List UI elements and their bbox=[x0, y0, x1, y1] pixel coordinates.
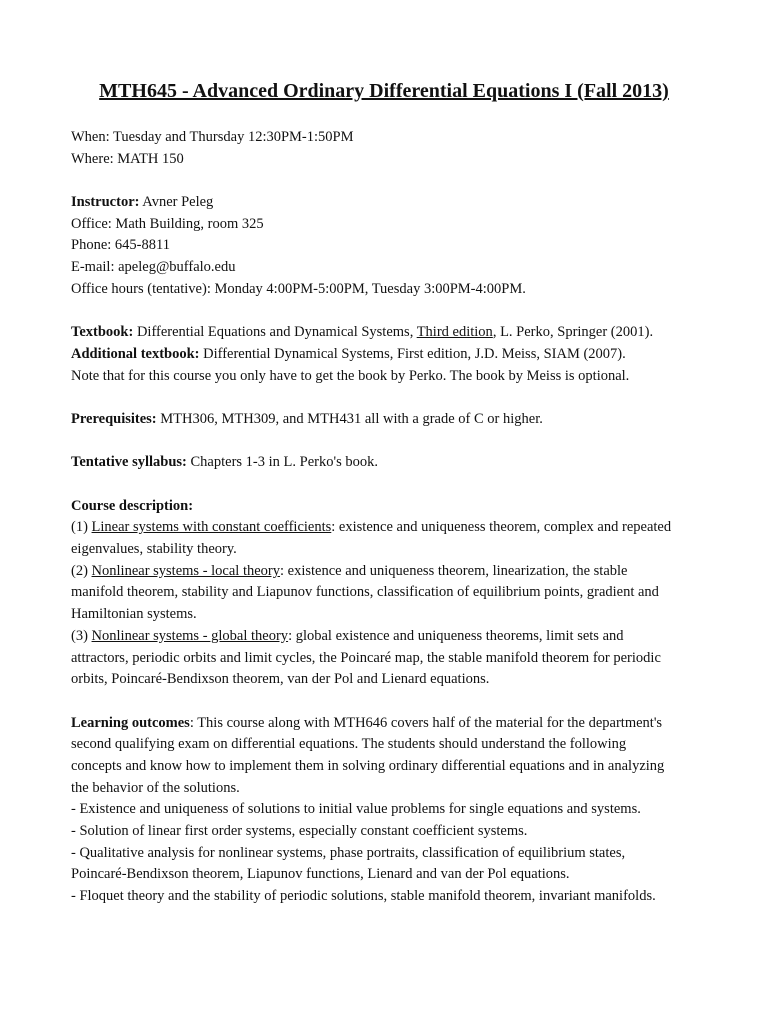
item-number: (3) bbox=[71, 627, 92, 644]
office-line: Office: Math Building, room 325 bbox=[71, 215, 264, 232]
outcome-bullet: - Qualitative analysis for nonlinear systems, phase portraits, classification of equilibrium states, bbox=[71, 844, 626, 861]
description-item-2-cont: Hamiltonian systems. bbox=[71, 606, 197, 623]
description-text: : existence and uniqueness theorem, complex and repeated bbox=[331, 519, 672, 536]
prerequisites-line bbox=[71, 409, 711, 431]
learning-outcomes-label: Learning outcomes bbox=[71, 714, 190, 731]
office-hours-line: Office hours (tentative): Monday 4:00PM-5:00PM, Tuesday 3:00PM-4:00PM. bbox=[71, 280, 526, 297]
phone-line: Phone: 645-8811 bbox=[71, 237, 170, 254]
learning-outcomes-cont: concepts and know how to implement them in solving ordinary differential equations and in analyzing bbox=[71, 757, 665, 774]
where-line: Where: MATH 150 bbox=[71, 150, 184, 167]
item-number: (2) bbox=[71, 562, 92, 579]
email-line: E-mail: apeleg@buffalo.edu bbox=[71, 259, 236, 276]
textbook-label: Textbook: bbox=[71, 324, 134, 341]
prerequisites-value: MTH306, MTH309, and MTH431 all with a grade of C or higher. bbox=[156, 410, 543, 427]
textbook-note: Note that for this course you only have to get the book by Perko. The book by Meiss is optional. bbox=[71, 367, 630, 384]
textbook-publisher: , L. Perko, Springer (2001). bbox=[492, 324, 654, 341]
description-item-3-cont: orbits, Poincaré-Bendixson theorem, van der Pol and Lienard equations. bbox=[71, 671, 490, 688]
when-line: When: Tuesday and Thursday 12:30PM-1:50PM bbox=[71, 129, 354, 145]
instructor-name: Avner Peleg bbox=[139, 194, 214, 211]
learning-outcomes-cont: second qualifying exam on differential equations. The students should understand the following bbox=[71, 736, 627, 753]
syllabus-value: Chapters 1-3 in L. Perko's book. bbox=[186, 454, 378, 471]
outcome-bullet: - Existence and uniqueness of solutions to initial value problems for single equations and systems. bbox=[71, 801, 641, 818]
additional-textbook-line bbox=[71, 344, 711, 366]
page-title: MTH645 - Advanced Ordinary Differential Equations I (Fall 2013) bbox=[99, 80, 669, 102]
prerequisites-label: Prerequisites: bbox=[71, 410, 157, 427]
course-description-heading: Course description: bbox=[71, 497, 194, 514]
description-text: : existence and uniqueness theorem, linearization, the stable bbox=[280, 562, 628, 579]
description-text: : global existence and uniqueness theorems, limit sets and bbox=[288, 627, 624, 644]
learning-outcomes-line bbox=[71, 713, 711, 735]
textbook-edition: Third edition bbox=[416, 324, 493, 341]
outcome-bullet: - Floquet theory and the stability of periodic solutions, stable manifold theorem, invariant manifolds. bbox=[71, 888, 656, 905]
syllabus-label: Tentative syllabus: bbox=[71, 454, 187, 471]
textbook-line bbox=[71, 322, 711, 344]
additional-textbook-label: Additional textbook: bbox=[71, 345, 200, 362]
textbook-title: Differential Equations and Dynamical Systems, bbox=[133, 324, 417, 341]
learning-outcomes-cont: the behavior of the solutions. bbox=[71, 779, 240, 796]
description-item-1 bbox=[71, 517, 711, 539]
instructor-label: Instructor: bbox=[71, 194, 140, 211]
description-topic: Nonlinear systems - local theory bbox=[91, 562, 280, 579]
outcome-bullet: - Solution of linear first order systems, especially constant coefficient systems. bbox=[71, 823, 528, 839]
description-item-2 bbox=[71, 561, 711, 583]
description-item-3-cont: attractors, periodic orbits and limit cycles, the Poincaré map, the stable manifold theorem for periodic bbox=[71, 649, 661, 666]
description-topic: Nonlinear systems - global theory bbox=[91, 627, 289, 644]
syllabus-content bbox=[71, 127, 711, 908]
outcome-bullet-cont: Poincaré-Bendixson theorem, Liapunov functions, Lienard and van der Pol equations. bbox=[71, 866, 570, 883]
instructor-line bbox=[71, 192, 711, 214]
description-item-3 bbox=[71, 626, 711, 648]
additional-textbook-value: Differential Dynamical Systems, First edition, J.D. Meiss, SIAM (2007). bbox=[199, 345, 626, 362]
description-item-2-cont: manifold theorem, stability and Liapunov functions, classification of equilibrium points, gradient and bbox=[71, 584, 659, 601]
description-topic: Linear systems with constant coefficients bbox=[91, 519, 332, 536]
item-number: (1) bbox=[71, 519, 92, 536]
syllabus-line bbox=[71, 452, 711, 474]
learning-outcomes-text: : This course along with MTH646 covers half of the material for the department's bbox=[189, 714, 663, 731]
description-item-1-cont: eigenvalues, stability theory. bbox=[71, 541, 237, 558]
